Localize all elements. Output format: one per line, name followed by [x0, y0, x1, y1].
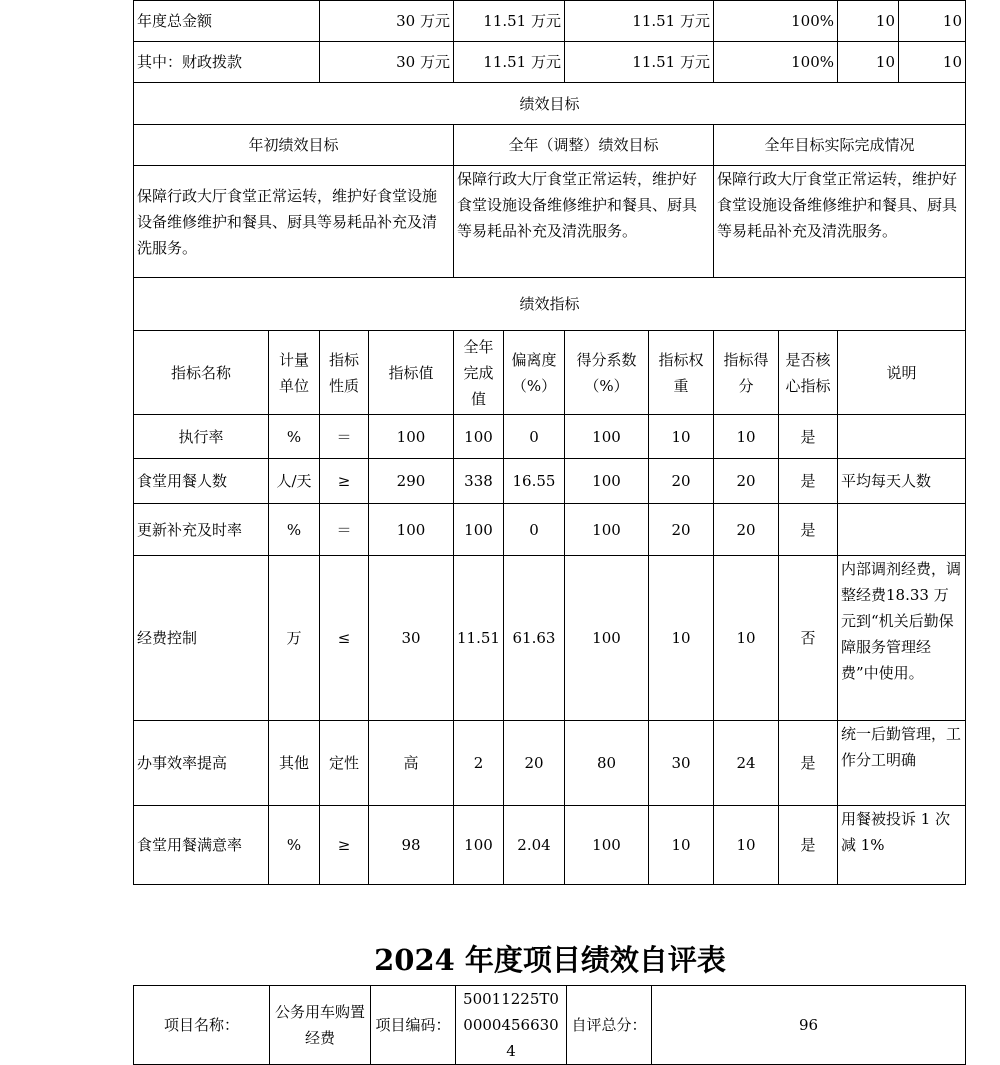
indicator-cell: 100	[565, 806, 649, 885]
indicator-row	[134, 504, 966, 556]
indicator-cell: 290	[369, 459, 454, 504]
indicator-cell: 高	[369, 721, 454, 806]
indicator-header: 得分系数（%）	[565, 331, 649, 415]
indicators-header-row	[134, 331, 966, 415]
indicator-cell: %	[269, 504, 320, 556]
goal-header: 全年目标实际完成情况	[714, 125, 966, 166]
indicator-cell: 100	[565, 556, 649, 721]
fund-executed: 11.51 万元	[565, 42, 714, 83]
fund-weight: 10	[838, 1, 899, 42]
indicator-cell: 20	[714, 504, 779, 556]
fund-label: 年度总金额	[134, 1, 320, 42]
indicator-cell: 100	[565, 504, 649, 556]
indicator-cell: 是	[779, 504, 838, 556]
indicator-cell: 11.51	[454, 556, 504, 721]
indicator-cell: 100	[369, 415, 454, 459]
indicator-cell: 61.63	[504, 556, 565, 721]
indicator-cell: 16.55	[504, 459, 565, 504]
project-name-label: 项目名称：	[134, 986, 270, 1065]
indicator-cell: 100	[454, 806, 504, 885]
indicator-cell: 20	[504, 721, 565, 806]
goals-table	[133, 82, 966, 331]
project-code: 50011225T000004566304	[456, 986, 567, 1065]
indicator-header: 指标值	[369, 331, 454, 415]
indicator-cell: 10	[649, 806, 714, 885]
indicator-row	[134, 459, 966, 504]
funds-table	[133, 0, 966, 83]
indicator-cell: 是	[779, 806, 838, 885]
indicator-cell: 是	[779, 415, 838, 459]
indicator-cell: 10	[649, 415, 714, 459]
indicator-cell: 100	[565, 459, 649, 504]
indicator-row	[134, 556, 966, 721]
fund-annual: 30 万元	[320, 42, 454, 83]
fund-row	[134, 42, 966, 83]
fund-adjusted: 11.51 万元	[454, 42, 565, 83]
indicator-cell: ＝	[320, 504, 369, 556]
indicator-row	[134, 806, 966, 885]
indicator-cell: 内部调剂经费，调整经费18.33 万元到“机关后勤保障服务管理经费”中使用。	[838, 556, 966, 721]
indicator-cell: 人/天	[269, 459, 320, 504]
indicator-cell: 2	[454, 721, 504, 806]
indicator-cell: 更新补充及时率	[134, 504, 269, 556]
indicator-cell: 100	[454, 415, 504, 459]
indicator-cell: 经费控制	[134, 556, 269, 721]
indicator-cell: 统一后勤管理，工作分工明确	[838, 721, 966, 806]
indicator-header: 偏离度（%）	[504, 331, 565, 415]
indicator-cell: 食堂用餐人数	[134, 459, 269, 504]
indicator-cell: 10	[714, 415, 779, 459]
indicators-section-title: 绩效指标	[134, 278, 966, 331]
indicator-cell: 是	[779, 459, 838, 504]
indicator-cell: 100	[565, 415, 649, 459]
indicator-cell: 338	[454, 459, 504, 504]
fund-adjusted: 11.51 万元	[454, 1, 565, 42]
indicator-header: 计量单位	[269, 331, 320, 415]
indicator-header: 指标性质	[320, 331, 369, 415]
indicator-cell: %	[269, 806, 320, 885]
fund-label: 其中：财政拨款	[134, 42, 320, 83]
indicators-table	[133, 330, 966, 885]
indicator-cell: 24	[714, 721, 779, 806]
indicator-cell: ≥	[320, 806, 369, 885]
indicator-header: 是否核心指标	[779, 331, 838, 415]
indicator-cell: 10	[714, 806, 779, 885]
indicator-cell: 100	[369, 504, 454, 556]
goal-header: 年初绩效目标	[134, 125, 454, 166]
indicator-cell: 是	[779, 721, 838, 806]
goals-section-title: 绩效目标	[134, 83, 966, 125]
indicator-cell: 20	[649, 459, 714, 504]
indicator-cell: 用餐被投诉 1 次减 1%	[838, 806, 966, 885]
fund-score: 10	[899, 42, 966, 83]
project-code-label: 项目编码：	[371, 986, 456, 1065]
project-name: 公务用车购置经费	[270, 986, 371, 1065]
goal-header: 全年（调整）绩效目标	[454, 125, 714, 166]
goal-adjusted: 保障行政大厅食堂正常运转，维护好食堂设施设备维修维护和餐具、厨具等易耗品补充及清洗服务。	[454, 166, 714, 278]
fund-rate: 100%	[714, 42, 838, 83]
self-score: 96	[652, 986, 966, 1065]
fund-annual: 30 万元	[320, 1, 454, 42]
fund-row	[134, 1, 966, 42]
indicator-cell: 98	[369, 806, 454, 885]
indicator-header: 指标名称	[134, 331, 269, 415]
indicator-cell: 10	[714, 556, 779, 721]
goal-actual: 保障行政大厅食堂正常运转，维护好食堂设施设备维修维护和餐具、厨具等易耗品补充及清洗服务。	[714, 166, 966, 278]
self-score-label: 自评总分：	[567, 986, 652, 1065]
goal-initial: 保障行政大厅食堂正常运转，维护好食堂设施设备维修维护和餐具、厨具等易耗品补充及清洗服务。	[134, 166, 454, 278]
project-info-table	[133, 985, 966, 1065]
indicator-row	[134, 415, 966, 459]
fund-weight: 10	[838, 42, 899, 83]
indicator-header: 说明	[838, 331, 966, 415]
indicator-cell: 执行率	[134, 415, 269, 459]
indicator-cell: 20	[714, 459, 779, 504]
indicator-cell: ≤	[320, 556, 369, 721]
indicator-cell: 定性	[320, 721, 369, 806]
fund-executed: 11.51 万元	[565, 1, 714, 42]
indicator-header: 指标得分	[714, 331, 779, 415]
indicator-cell: 80	[565, 721, 649, 806]
indicator-cell: 平均每天人数	[838, 459, 966, 504]
next-table-title: 2024 年度项目绩效自评表	[374, 943, 726, 977]
indicator-header: 全年完成值	[454, 331, 504, 415]
indicator-cell: 30	[649, 721, 714, 806]
indicator-header: 指标权重	[649, 331, 714, 415]
fund-rate: 100%	[714, 1, 838, 42]
indicator-cell: 2.04	[504, 806, 565, 885]
indicator-cell: 0	[504, 415, 565, 459]
indicator-row	[134, 721, 966, 806]
indicator-cell: 100	[454, 504, 504, 556]
indicator-cell: 否	[779, 556, 838, 721]
indicator-cell: 30	[369, 556, 454, 721]
indicator-cell: 0	[504, 504, 565, 556]
indicator-cell: 万	[269, 556, 320, 721]
indicator-cell: 20	[649, 504, 714, 556]
indicator-cell: 10	[649, 556, 714, 721]
indicator-cell: 其他	[269, 721, 320, 806]
indicator-cell	[838, 415, 966, 459]
indicator-cell: ≥	[320, 459, 369, 504]
indicator-cell: ＝	[320, 415, 369, 459]
indicator-cell	[838, 504, 966, 556]
indicator-cell: 食堂用餐满意率	[134, 806, 269, 885]
fund-score: 10	[899, 1, 966, 42]
indicator-cell: %	[269, 415, 320, 459]
indicator-cell: 办事效率提高	[134, 721, 269, 806]
